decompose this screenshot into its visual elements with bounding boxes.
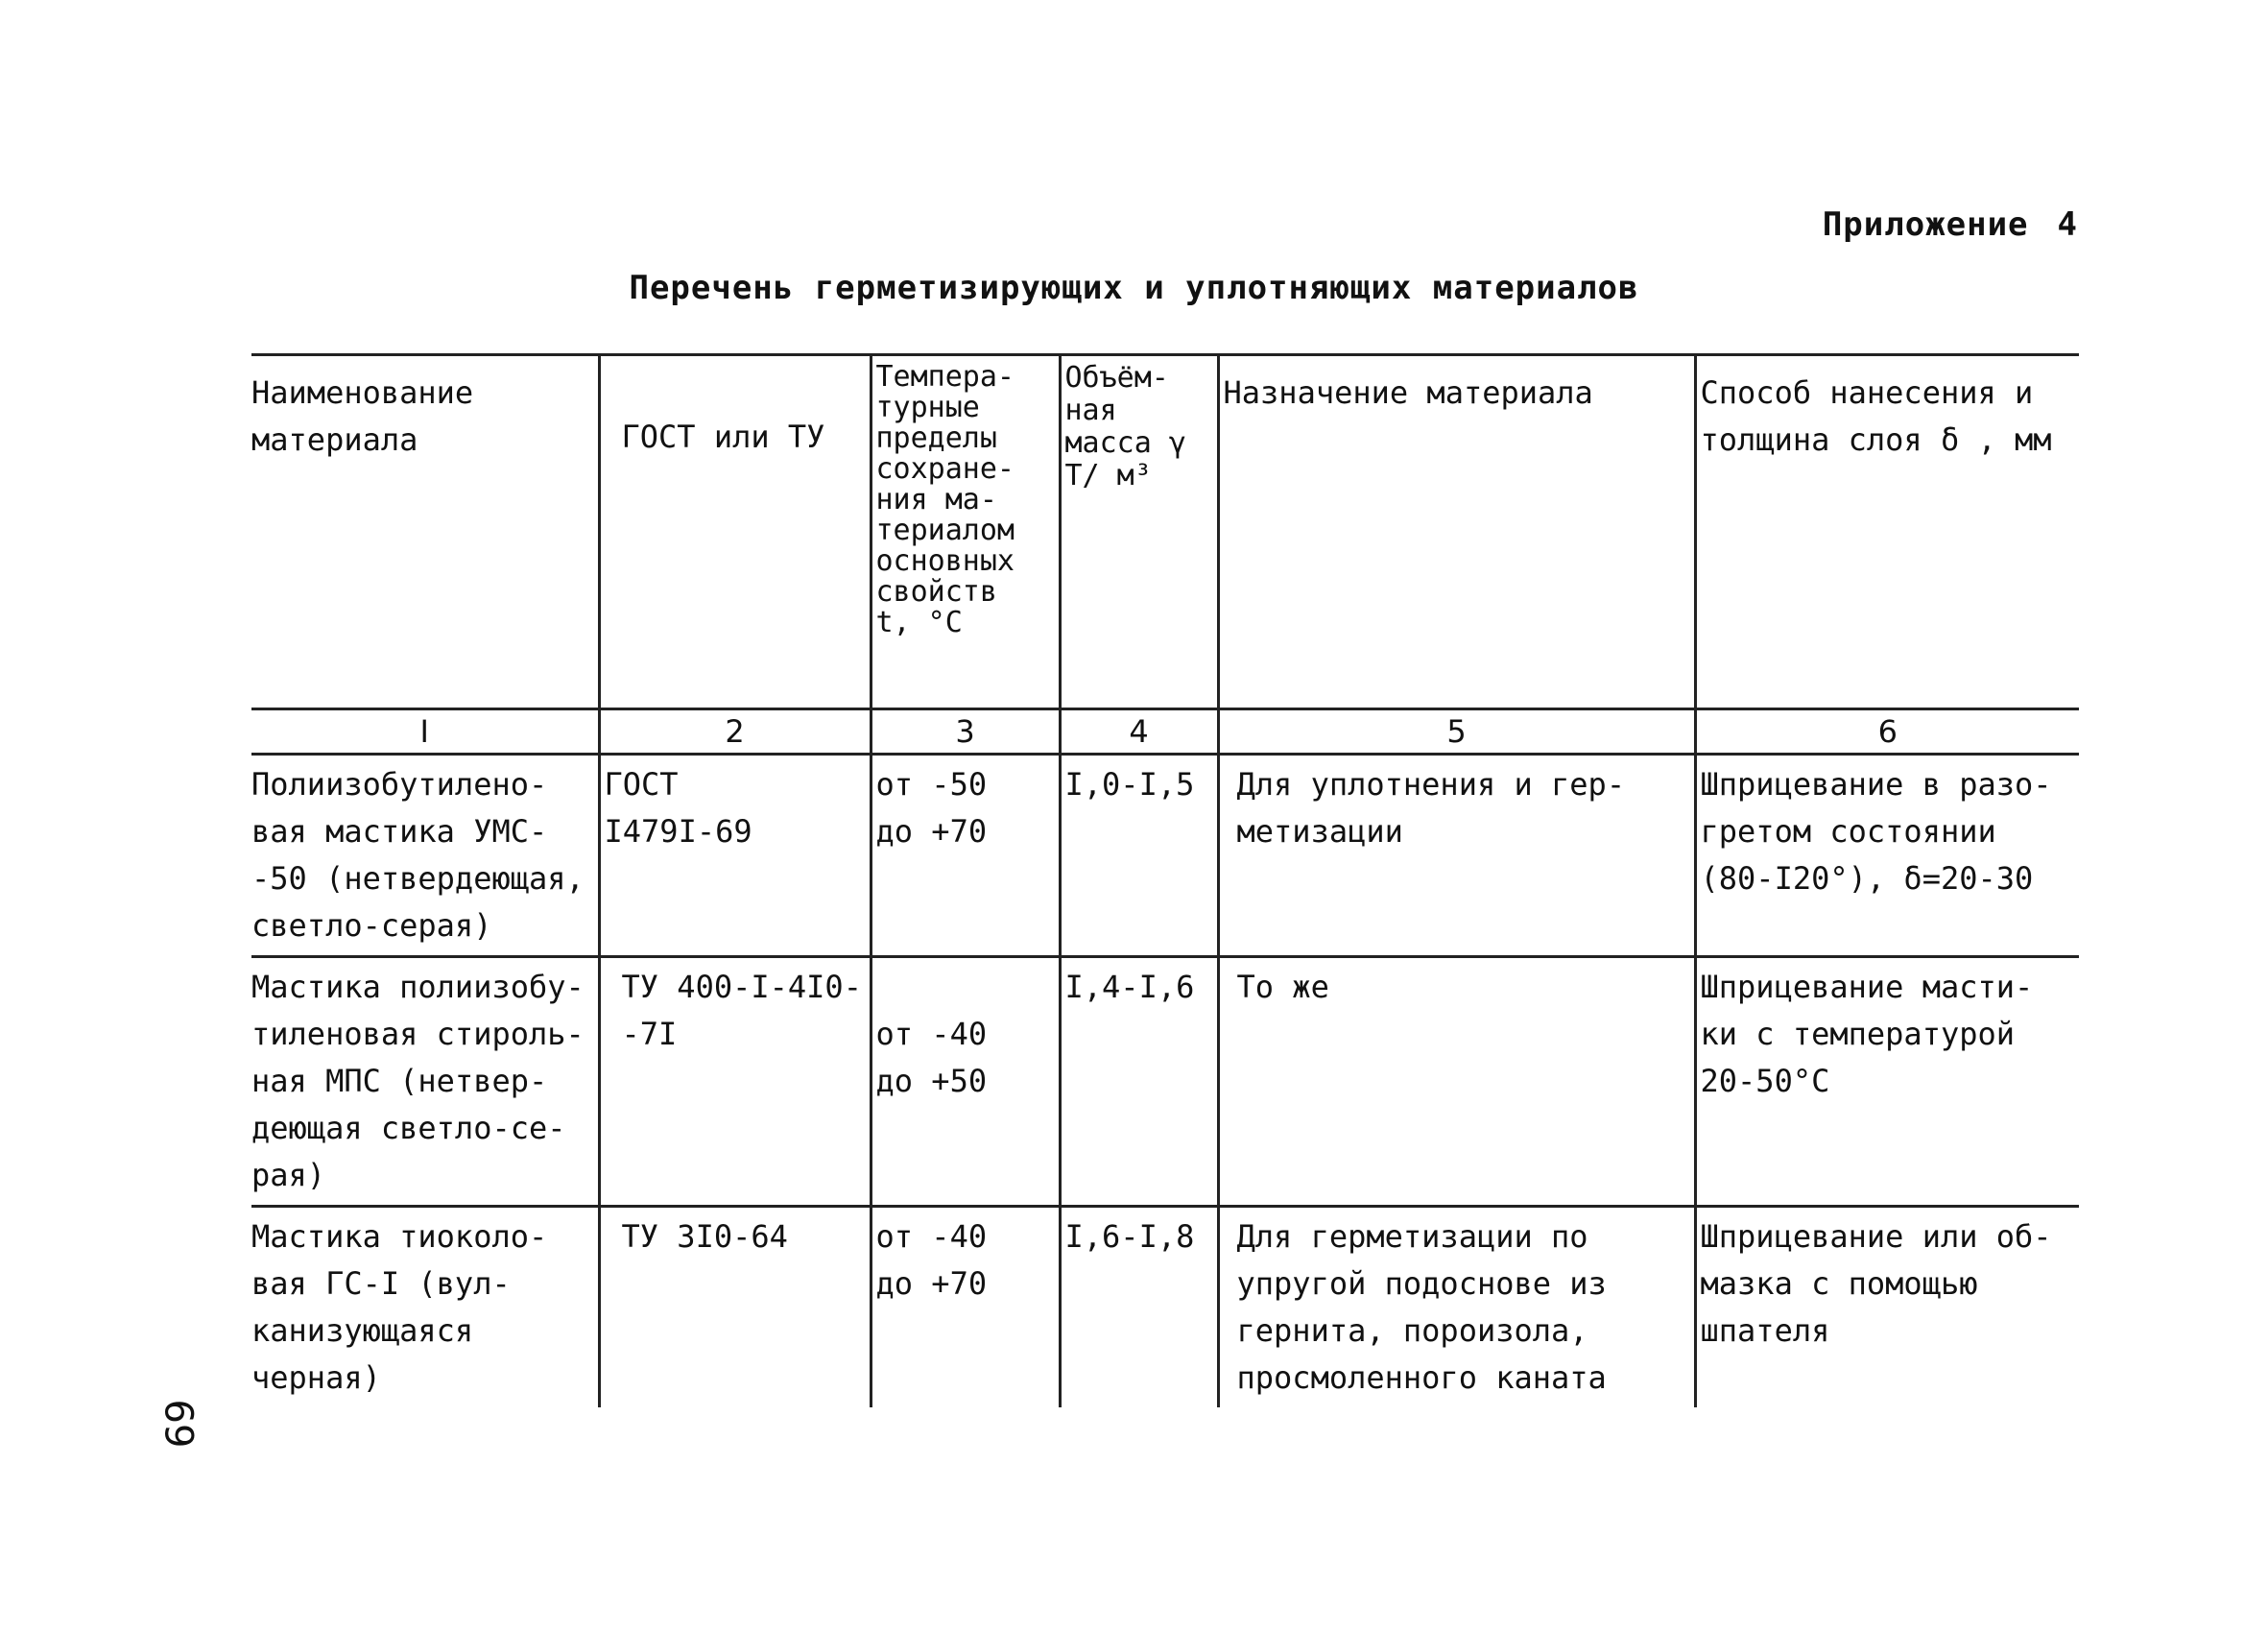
material-gost: ГОСТ I479I-69 [599, 755, 871, 957]
material-purpose: Для уплотнения и гер- метизации [1218, 755, 1695, 957]
column-number: 5 [1218, 709, 1695, 755]
header-method: Способ нанесения и толщина слоя δ , мм [1695, 355, 2079, 709]
material-gost: ТУ 3I0-64 [599, 1207, 871, 1408]
column-number: 3 [871, 709, 1060, 755]
material-mass: I,4-I,6 [1060, 957, 1218, 1207]
material-temperature: от -40 до +70 [871, 1207, 1060, 1408]
appendix-number: 4 [2057, 205, 2078, 244]
header-purpose: Назначение материала [1218, 355, 1695, 709]
table-row [251, 755, 2079, 957]
header-mass: Объём- ная масса γ Т/ м³ [1060, 355, 1218, 709]
column-number: 6 [1695, 709, 2079, 755]
table-row [251, 1207, 2079, 1408]
material-mass: I,0-I,5 [1060, 755, 1218, 957]
material-name: Мастика тиоколо- вая ГС-I (вул- канизующаяся черная) [251, 1218, 548, 1396]
table-row [251, 957, 2079, 1207]
material-temperature: от -40 до +50 [871, 957, 1060, 1207]
material-method: Шприцевание в разо- гретом состоянии (80-I20°), δ=20-30 [1695, 755, 2079, 957]
material-method: Шприцевание или об- мазка с помощью шпателя [1695, 1207, 2079, 1408]
material-method: Шприцевание масти- ки с температурой 20-50°C [1695, 957, 2079, 1207]
column-number: 4 [1060, 709, 1218, 755]
appendix-label [1823, 205, 2078, 244]
material-purpose: То же [1218, 957, 1695, 1207]
column-number: 2 [599, 709, 871, 755]
appendix-text: Приложение [1822, 205, 2029, 244]
column-number: I [251, 709, 599, 755]
page-number: 69 [155, 1399, 201, 1449]
material-purpose: Для герметизации по упругой подоснове из гернита, пороизола, просмоленного каната [1218, 1207, 1695, 1408]
document-title: Перечень герметизирующих и уплотняющих материалов [629, 269, 1639, 307]
header-gost: ГОСТ или ТУ [599, 355, 871, 709]
column-numbers-row [251, 709, 2079, 755]
material-mass: I,6-I,8 [1060, 1207, 1218, 1408]
material-name: Полиизобутилено- вая мастика УМС- -50 (нетвердеющая, светло-серая) [251, 755, 599, 957]
header-temperature: Темпера- турные пределы сохране- ния ма- териалом основных свойств t, °C [871, 355, 1060, 709]
materials-table [251, 353, 2079, 1407]
header-row [251, 355, 2079, 709]
material-temperature: от -50 до +70 [871, 755, 1060, 957]
material-gost: ТУ 400-I-4I0- -7I [599, 957, 871, 1207]
material-name: Мастика полиизобу- тиленовая стироль- ная МПС (нетвер- деющая светло-се- рая) [251, 957, 599, 1207]
header-name: Наименование материала [251, 355, 599, 709]
